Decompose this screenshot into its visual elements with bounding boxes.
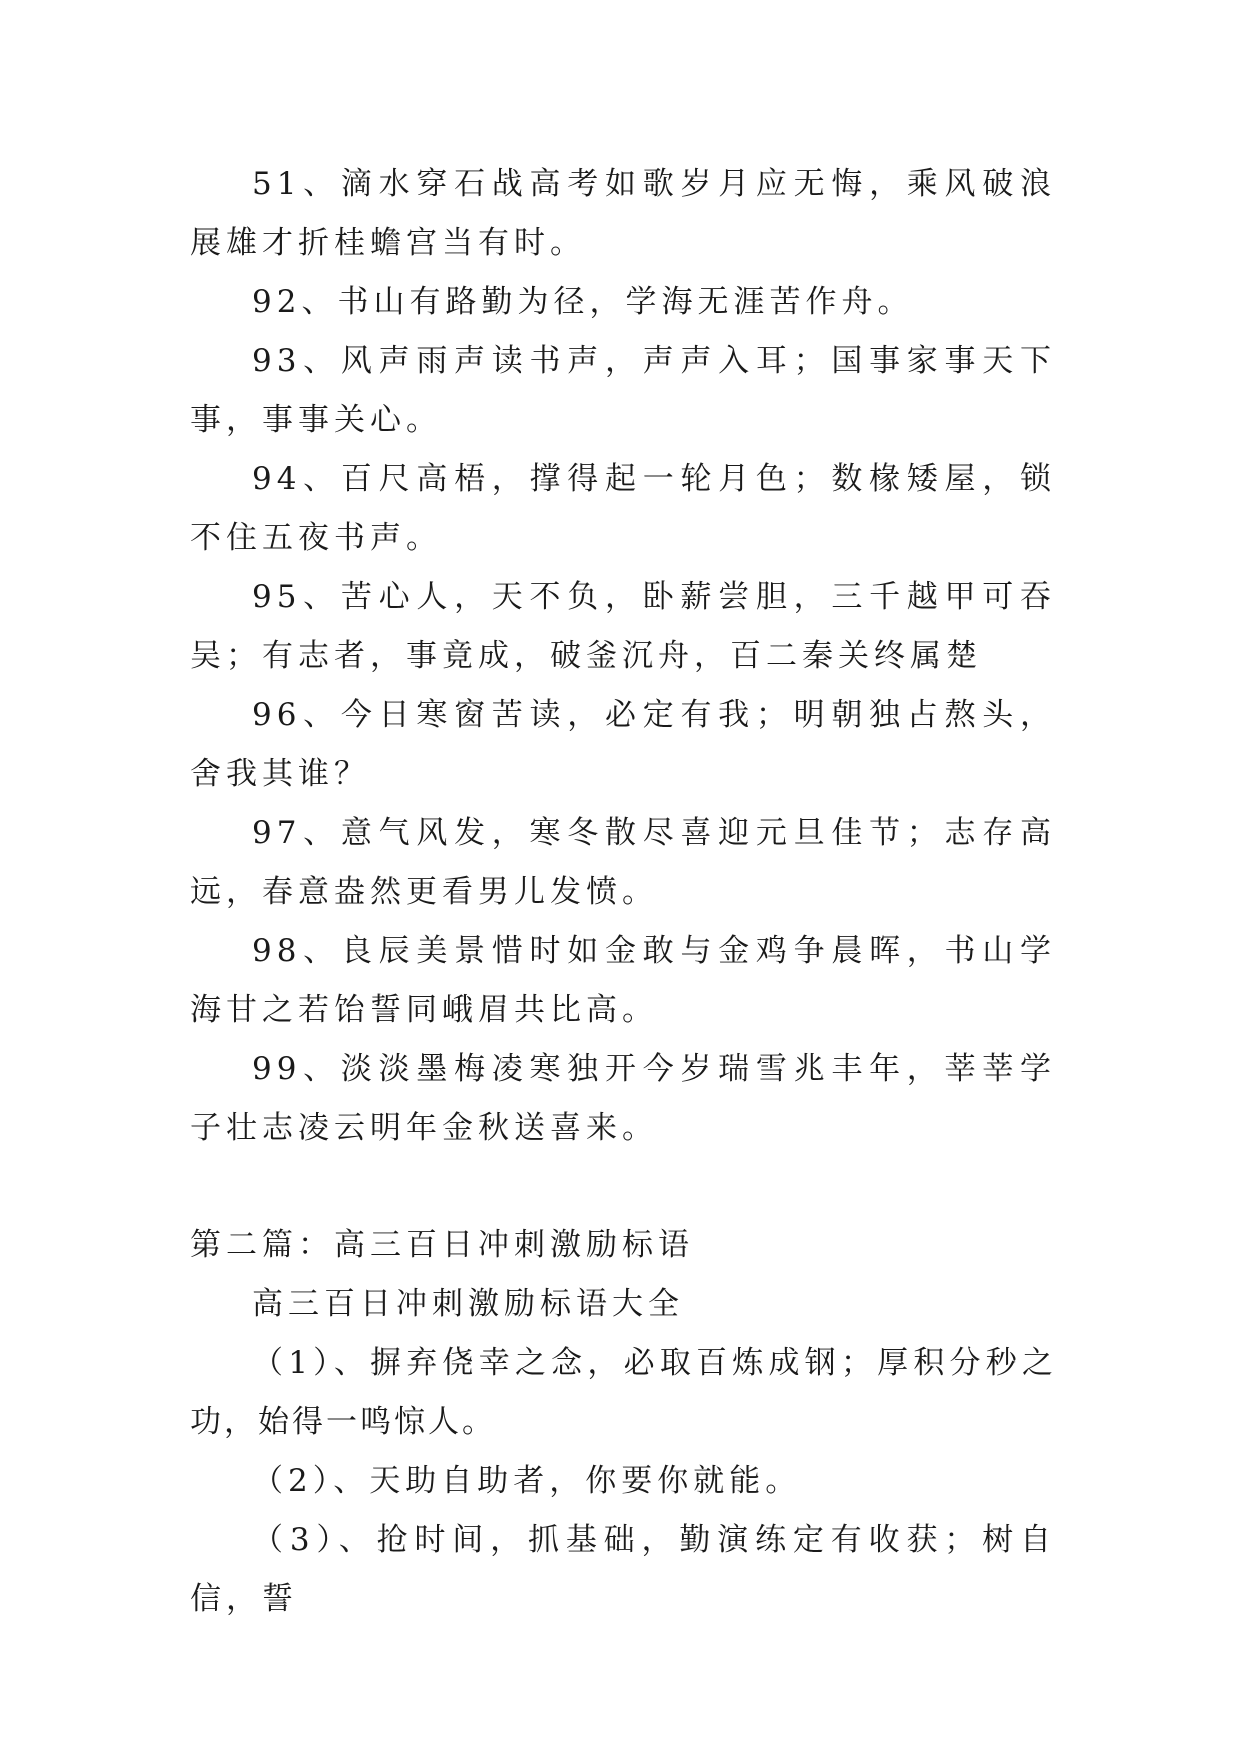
section-heading: 第二篇：高三百日冲刺激励标语: [190, 1227, 694, 1263]
slogan-item-3: （3）、抢时间，抓基础，勤演练定有收获；树自信，誓: [190, 1522, 1056, 1617]
slogan-97: 97、意气风发，寒冬散尽喜迎元旦佳节；志存高远，春意盎然更看男儿发愤。: [190, 815, 1056, 910]
slogan-51: 51、滴水穿石战高考如歌岁月应无悔，乘风破浪展雄才折桂蟾宫当有时。: [190, 166, 1056, 261]
slogan-99: 99、淡淡墨梅凌寒独开今岁瑞雪兆丰年，莘莘学子壮志凌云明年金秋送喜来。: [190, 1051, 1056, 1146]
section-subtitle: 高三百日冲刺激励标语大全: [252, 1286, 684, 1322]
slogan-94: 94、百尺高梧，撑得起一轮月色；数椽矮屋，锁不住五夜书声。: [190, 461, 1056, 556]
section-spacer: [190, 1158, 1056, 1216]
slogan-95: 95、苦心人，天不负，卧薪尝胆，三千越甲可吞吴；有志者，事竟成，破釜沉舟，百二秦关终属楚: [190, 579, 1056, 674]
slogan-item-2: （2）、天助自助者，你要你就能。: [252, 1463, 802, 1499]
slogan-96: 96、今日寒窗苦读，必定有我；明朝独占熬头，舍我其谁？: [190, 697, 1056, 792]
slogan-93: 93、风声雨声读书声，声声入耳；国事家事天下事，事事关心。: [190, 343, 1056, 438]
slogan-98: 98、良辰美景惜时如金敢与金鸡争晨晖，书山学海甘之若饴誓同峨眉共比高。: [190, 933, 1056, 1028]
document-body: [190, 155, 1056, 1629]
slogan-item-1: （1）、摒弃侥幸之念，必取百炼成钢；厚积分秒之功，始得一鸣惊人。: [190, 1345, 1056, 1440]
slogan-92: 92、书山有路勤为径，学海无涯苦作舟。: [252, 284, 914, 320]
